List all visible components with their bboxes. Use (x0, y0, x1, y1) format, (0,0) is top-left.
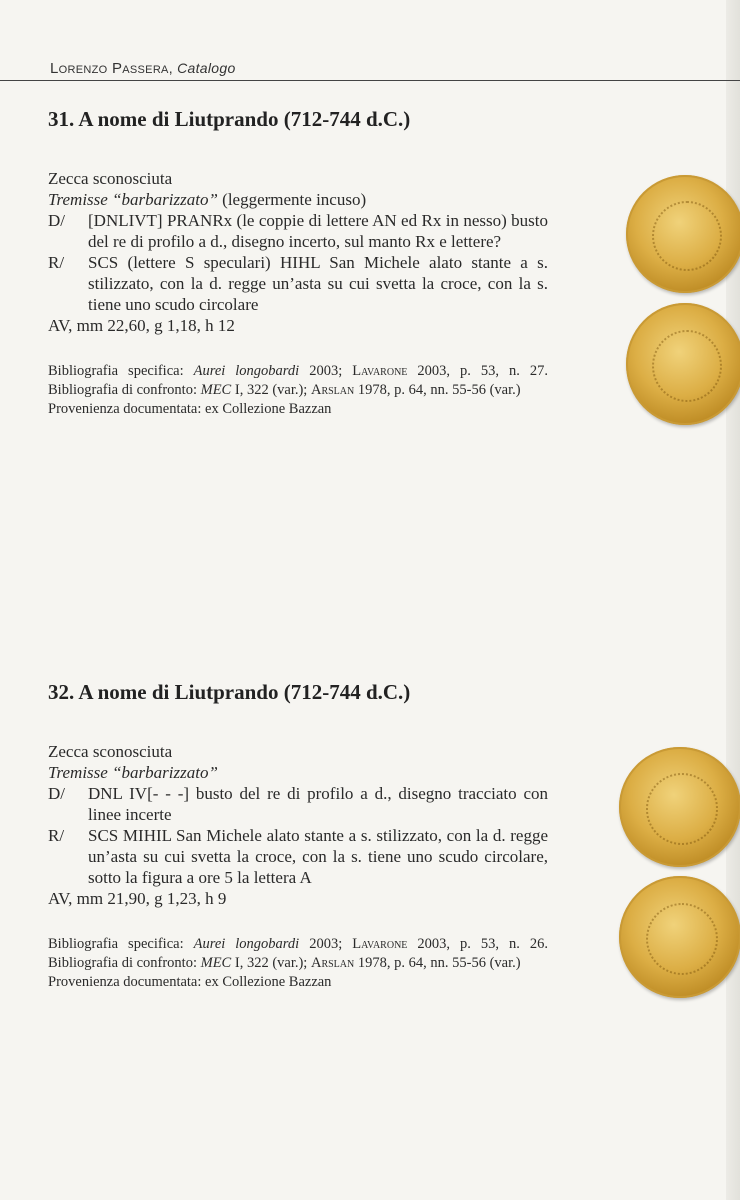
reverse-text: SCS (lettere S speculari) HIHL San Michele alato stante a s. stilizzato, con la d. regge un’asta su cui svetta la croce, con la s. tiene uno scudo circolare (88, 253, 548, 314)
provenance: Provenienza documentata: ex Collezione Bazzan (48, 401, 332, 417)
obverse-mark: D/ (48, 784, 65, 803)
obverse-text: DNL IV[- - -] busto del re di profilo a d., disegno tracciato con linee incerte (88, 784, 548, 824)
biblio-label: Bibliografia di confronto: (48, 955, 201, 971)
biblio-work: MEC (200, 955, 232, 971)
entry-title: 32. A nome di Liutprando (712-744 d.C.) (48, 680, 411, 704)
bibliography (48, 362, 548, 400)
reverse (48, 825, 548, 888)
coin-reverse-image (626, 303, 740, 425)
obverse (48, 210, 548, 252)
biblio-work: Aurei longobardi (193, 936, 300, 952)
biblio-text: I, 322 (var.); (231, 955, 311, 971)
denomination-note: (leggermente incuso) (217, 190, 367, 209)
biblio-author: Lavarone (352, 363, 408, 379)
provenance: Provenienza documentata: ex Collezione Bazzan (48, 974, 332, 990)
denomination-name: Tremisse “barbarizzato” (48, 190, 218, 209)
reverse (48, 252, 548, 315)
author-name: Lorenzo Passera (50, 60, 169, 77)
coin-obverse-image (626, 175, 740, 293)
catalog-entry-32 (48, 680, 548, 992)
work-title: Catalogo (177, 60, 236, 76)
bibliography (48, 935, 548, 973)
catalog-entry-31 (48, 107, 548, 419)
metrics: AV, mm 22,60, g 1,18, h 12 (48, 316, 235, 335)
mint: Zecca sconosciuta (48, 742, 173, 761)
biblio-author: Lavarone (352, 936, 408, 952)
metrics: AV, mm 21,90, g 1,23, h 9 (48, 889, 227, 908)
biblio-author: Arslan (310, 382, 355, 398)
coin-obverse-image (619, 747, 740, 867)
biblio-text: 2003, p. 53, n. 26. (407, 936, 549, 952)
entry-title: 31. A nome di Liutprando (712-744 d.C.) (48, 107, 411, 131)
biblio-text: 1978, p. 64, nn. 55-56 (var.) (354, 955, 521, 971)
header-rule (0, 80, 740, 81)
biblio-label: Bibliografia specifica: (48, 936, 194, 952)
reverse-text: SCS MIHIL San Michele alato stante a s. stilizzato, con la d. regge un’asta su cui svetta la croce, con la s. tiene uno scudo circolare, sotto la figura a ore 5 la lettera A (88, 826, 548, 887)
biblio-label: Bibliografia specifica: (48, 363, 194, 379)
header-separator: , (168, 60, 173, 76)
obverse-mark: D/ (48, 211, 65, 230)
biblio-work: MEC (200, 382, 232, 398)
denomination (48, 189, 548, 210)
reverse-mark: R/ (48, 826, 65, 845)
biblio-text: 2003, p. 53, n. 27. (407, 363, 549, 379)
page-edge (726, 0, 740, 1200)
coin-reverse-image (619, 876, 740, 998)
biblio-work: Aurei longobardi (193, 363, 300, 379)
biblio-text: 2003; (299, 363, 353, 379)
biblio-label: Bibliografia di confronto: (48, 382, 201, 398)
reverse-mark: R/ (48, 253, 65, 272)
biblio-text: 1978, p. 64, nn. 55-56 (var.) (354, 382, 521, 398)
denomination-name: Tremisse “barbarizzato” (48, 763, 218, 782)
mint: Zecca sconosciuta (48, 169, 173, 188)
biblio-text: 2003; (299, 936, 353, 952)
obverse-text: [DNLIVT] PRANRx (le coppie di lettere AN ed Rx in nesso) busto del re di profilo a d., disegno incerto, sul manto Rx e lettere? (88, 211, 548, 251)
biblio-author: Arslan (310, 955, 355, 971)
biblio-text: I, 322 (var.); (231, 382, 311, 398)
denomination (48, 762, 548, 783)
running-head (50, 60, 236, 77)
obverse (48, 783, 548, 825)
